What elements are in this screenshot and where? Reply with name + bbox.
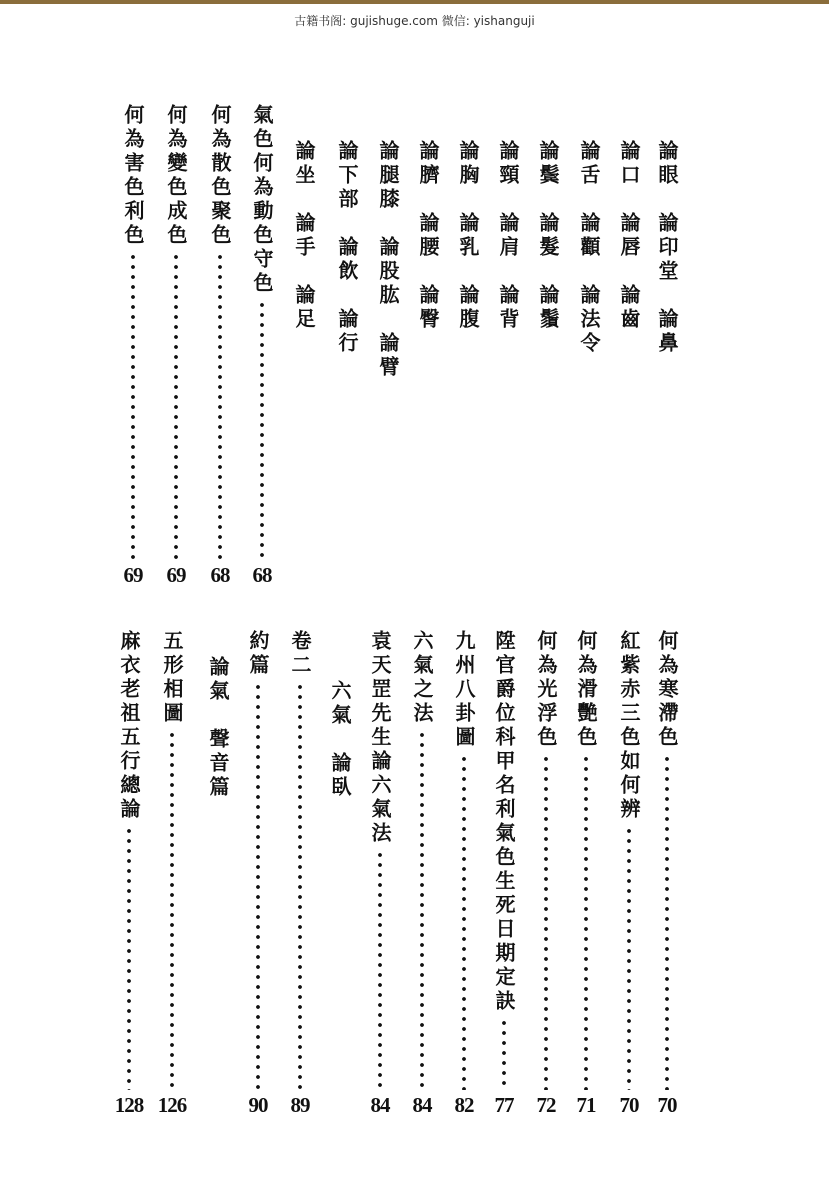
dot-leader	[502, 1018, 506, 1090]
toc-entry-title: 何為光浮色	[534, 630, 558, 750]
dot-leader	[627, 826, 631, 1090]
dot-leader	[420, 730, 424, 1090]
toc-entry-title: 九州八卦圖	[452, 630, 476, 750]
dot-leader	[256, 682, 260, 1090]
toc-entry[interactable]	[332, 140, 362, 356]
toc-page-number: 77	[494, 1093, 514, 1117]
toc-entry-title: 論頸 論肩 論背	[496, 140, 520, 332]
dot-leader	[170, 730, 174, 1090]
dot-leader	[584, 754, 588, 1090]
toc-entry[interactable]	[614, 630, 644, 1116]
toc-entry[interactable]	[114, 630, 144, 1116]
toc-entry-title: 何為變色成色	[164, 104, 188, 248]
toc-entry[interactable]	[453, 140, 483, 332]
toc-entry[interactable]	[574, 140, 604, 356]
toc-entry-title: 氣色何為動色守色	[250, 104, 274, 296]
toc-entry-title: 論臍 論腰 論臀	[416, 140, 440, 332]
toc-entry[interactable]	[614, 140, 644, 332]
dot-leader	[218, 252, 222, 560]
toc-entry[interactable]	[289, 140, 319, 332]
toc-entry[interactable]	[118, 104, 148, 586]
toc-entry-title: 論舌 論顴 論法令	[577, 140, 601, 356]
toc-page-number: 69	[123, 563, 143, 587]
dot-leader	[174, 252, 178, 560]
toc-entry[interactable]	[407, 630, 437, 1116]
dot-leader	[462, 754, 466, 1090]
toc-page-number: 72	[536, 1093, 556, 1117]
toc-entry-title: 論口 論唇 論齒	[617, 140, 641, 332]
toc-entry[interactable]	[533, 140, 563, 332]
toc-entry[interactable]	[325, 680, 355, 800]
dot-leader	[378, 850, 382, 1090]
toc-entry[interactable]	[161, 104, 191, 586]
toc-entry-title: 論氣 聲音篇	[206, 656, 230, 800]
toc-page-number: 71	[576, 1093, 596, 1117]
toc-entry-title: 論鬓 論髮 論鬚	[536, 140, 560, 332]
toc-page-number: 82	[454, 1093, 474, 1117]
toc-page-number: 70	[619, 1093, 639, 1117]
toc-entry[interactable]	[652, 140, 682, 356]
toc-entry-title: 卷二	[288, 630, 312, 678]
toc-entry-title: 論胸 論乳 論腹	[456, 140, 480, 332]
toc-entry-title: 論坐 論手 論足	[292, 140, 316, 332]
toc-entry-title: 論腿膝 論股肱 論臂	[376, 140, 400, 380]
toc-entry[interactable]	[365, 630, 395, 1116]
toc-page-number: 68	[210, 563, 230, 587]
toc-entry-title: 論眼 論印堂 論鼻	[655, 140, 679, 356]
toc-entry-title: 何為散色聚色	[208, 104, 232, 248]
toc-entry-title: 論下部 論飲 論行	[335, 140, 359, 356]
toc-entry-title: 陞官爵位科甲名利氣色生死日期定訣	[492, 630, 516, 1014]
toc-entry-title: 五形相圖	[160, 630, 184, 726]
toc-entry[interactable]	[652, 630, 682, 1116]
toc-entry-title: 何為寒滯色	[655, 630, 679, 750]
toc-entry-title: 六氣 論臥	[328, 680, 352, 800]
toc-page-number: 70	[657, 1093, 677, 1117]
watermark-header: 古籍书阁: gujishuge.com 微信: yishanguji	[294, 14, 535, 28]
toc-entry[interactable]	[413, 140, 443, 332]
toc-entry[interactable]	[449, 630, 479, 1116]
top-border	[0, 0, 829, 4]
dot-leader	[298, 682, 302, 1090]
dot-leader	[260, 300, 264, 560]
toc-entry-title: 袁天罡先生論六氣法	[368, 630, 392, 846]
toc-page-number: 128	[114, 1093, 144, 1117]
toc-entry[interactable]	[285, 630, 315, 1116]
toc-entry[interactable]	[373, 140, 403, 380]
toc-entry-title: 約篇	[246, 630, 270, 678]
dot-leader	[544, 754, 548, 1090]
toc-page-number: 68	[252, 563, 272, 587]
toc-entry-title: 六氣之法	[410, 630, 434, 726]
dot-leader	[131, 252, 135, 560]
toc-page-number: 69	[166, 563, 186, 587]
toc-entry[interactable]	[493, 140, 523, 332]
toc-entry[interactable]	[531, 630, 561, 1116]
toc-entry[interactable]	[203, 656, 233, 800]
toc-entry-title: 麻衣老祖五行總論	[117, 630, 141, 822]
toc-page-number: 126	[157, 1093, 187, 1117]
toc-entry-title: 何為害色利色	[121, 104, 145, 248]
toc-page-number: 90	[248, 1093, 268, 1117]
toc-entry[interactable]	[243, 630, 273, 1116]
toc-entry[interactable]	[205, 104, 235, 586]
dot-leader	[127, 826, 131, 1090]
toc-entry[interactable]	[571, 630, 601, 1116]
toc-entry-title: 何為滑艷色	[574, 630, 598, 750]
toc-page-number: 84	[370, 1093, 390, 1117]
toc-entry[interactable]	[157, 630, 187, 1116]
toc-page-number: 84	[412, 1093, 432, 1117]
toc-page-number: 89	[290, 1093, 310, 1117]
toc-entry-title: 紅紫赤三色如何辨	[617, 630, 641, 822]
toc-entry[interactable]	[247, 104, 277, 586]
dot-leader	[665, 754, 669, 1090]
toc-entry[interactable]	[489, 630, 519, 1116]
